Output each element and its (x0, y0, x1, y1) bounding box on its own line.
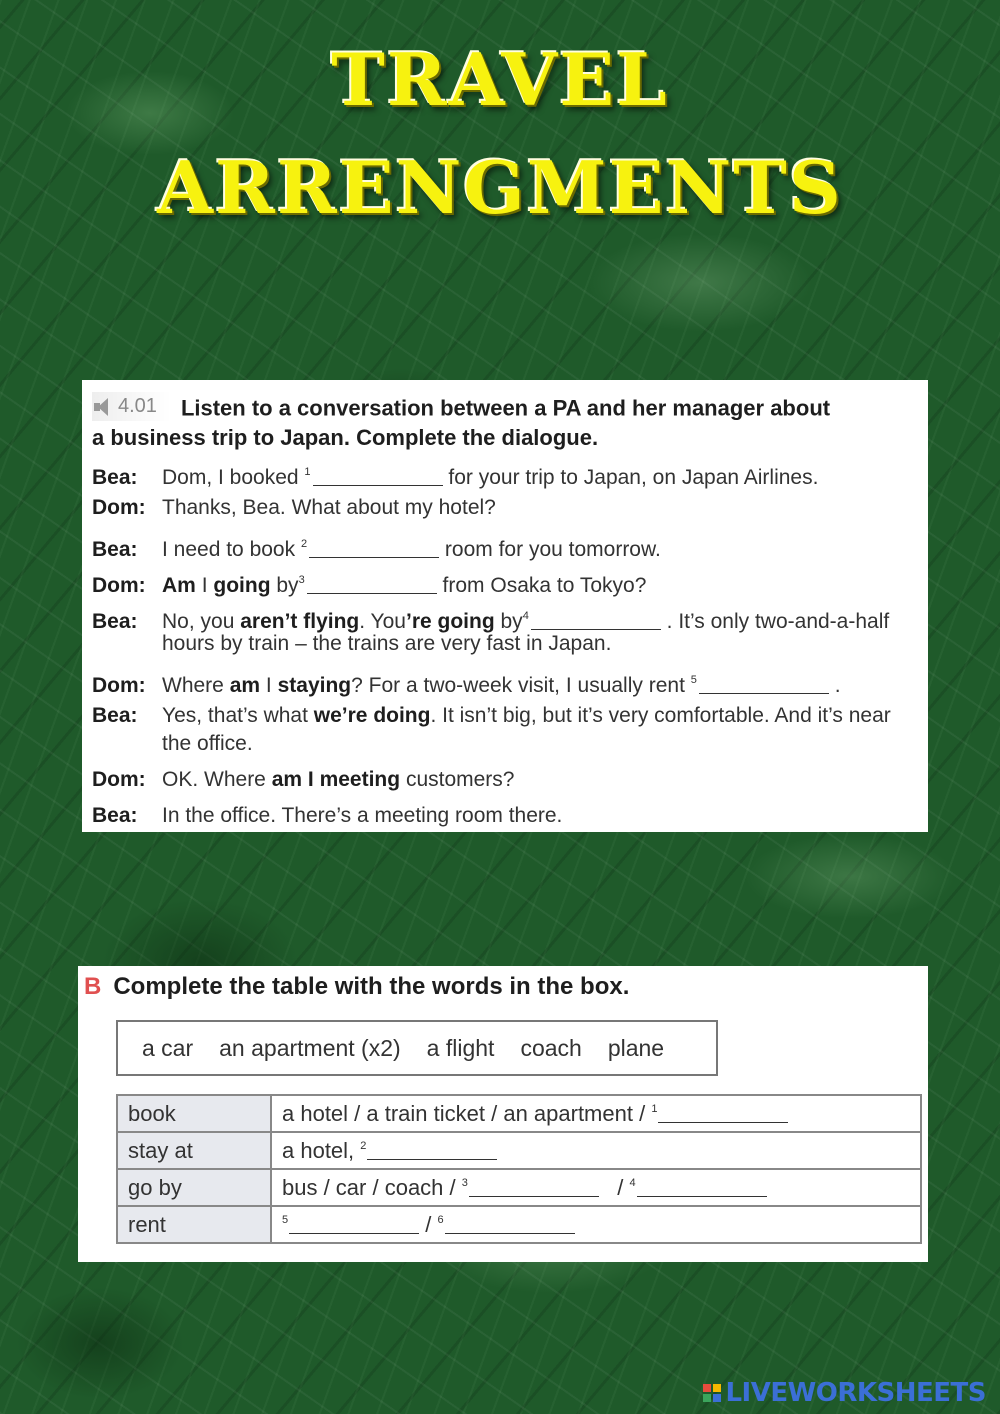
dialogue-line-2 (92, 494, 496, 522)
title-line-1: TRAVEL (331, 37, 669, 122)
line-text: Where (162, 674, 224, 697)
speaker-label: Bea: (92, 538, 138, 561)
audio-track[interactable] (92, 392, 171, 421)
bold-text: am (229, 674, 261, 697)
word-item[interactable]: plane (607, 1034, 665, 1061)
line-text: OK. Where (162, 768, 266, 791)
speaker-icon[interactable] (94, 398, 114, 416)
bold-text: we’re doing (313, 704, 431, 727)
bold-text: ’re going (405, 610, 495, 633)
line-text: from Osaka to Tokyo? (442, 574, 647, 597)
logo-text: LIVEWORKSHEETS (725, 1378, 986, 1408)
speaker-label: Bea: (92, 804, 138, 827)
line-text: No, you (162, 610, 235, 633)
heading-text: Complete the table with the words in the box. (113, 973, 630, 1000)
blank-number: 1 (651, 1102, 658, 1115)
speaker-label: Dom: (92, 496, 146, 519)
line-text: In the office. There’s a meeting room there. (162, 804, 563, 827)
blank-number: 1 (304, 466, 311, 478)
logo-icon (703, 1384, 721, 1402)
table-key: stay at (117, 1132, 271, 1169)
line-text: by (276, 574, 299, 597)
table-key: book (117, 1095, 271, 1132)
line-text: Thanks, Bea. What about my hotel? (162, 496, 496, 519)
dialogue-heading (92, 392, 922, 452)
line-text: . (834, 674, 841, 697)
line-text: . It’s only two-and-a-half (666, 610, 890, 633)
dialogue-line-1 (92, 458, 818, 492)
table-blank-5[interactable] (289, 1215, 419, 1234)
blank-number: 4 (522, 610, 529, 622)
bold-text: going (213, 574, 271, 597)
dialogue-line-6 (92, 666, 841, 700)
line-text: . You (359, 610, 406, 633)
dialogue-line-9 (92, 802, 562, 830)
blank-number: 3 (461, 1176, 468, 1189)
heading-line-2: a business trip to Japan. Complete the dialogue. (92, 424, 599, 450)
table-panel (78, 966, 928, 1262)
track-number: 4.01 (118, 395, 157, 417)
answer-blank-2[interactable] (309, 539, 439, 558)
speaker-label: Bea: (92, 610, 138, 633)
section-letter: B (84, 973, 102, 1000)
blank-number: 6 (437, 1213, 444, 1226)
blank-number: 2 (300, 538, 308, 550)
line-text: customers? (405, 768, 515, 791)
cell-text: bus / car / coach / (282, 1174, 456, 1200)
word-item[interactable]: a car (142, 1034, 194, 1061)
line-text: Yes, that’s what (162, 704, 308, 727)
line-text: I need to book (162, 538, 296, 561)
word-item[interactable]: a flight (426, 1034, 495, 1061)
table-heading (84, 972, 629, 1002)
table-blank-2[interactable] (367, 1141, 497, 1160)
blank-number: 5 (690, 674, 697, 686)
line-text: for your trip to Japan, on Japan Airlines. (448, 466, 819, 489)
table-blank-1[interactable] (658, 1104, 788, 1123)
table-value (271, 1169, 921, 1206)
title-line-2: ARRENGMENTS (157, 145, 843, 230)
bold-text: staying (277, 674, 352, 697)
heading-line-1: Listen to a conversation between a PA and her manager about (180, 395, 831, 421)
table-value (271, 1206, 921, 1243)
table-value (271, 1095, 921, 1132)
answer-blank-4[interactable] (531, 611, 661, 630)
speaker-label: Bea: (92, 704, 138, 727)
cell-text: a hotel, (282, 1137, 355, 1163)
dialogue-line-5-cont: hours by train – the trains are very fast in Japan. (162, 632, 612, 655)
dialogue-line-7 (92, 702, 891, 730)
answer-blank-1[interactable] (313, 467, 443, 486)
blank-number: 5 (282, 1213, 289, 1226)
word-item[interactable]: coach (520, 1034, 582, 1061)
line-text: . It isn’t big, but it’s very comfortable. And it’s near (430, 704, 891, 727)
table-key: rent (117, 1206, 271, 1243)
dialogue-line-8 (92, 766, 514, 794)
table-blank-4[interactable] (637, 1178, 767, 1197)
line-text: I (265, 674, 272, 697)
speaker-label: Dom: (92, 674, 146, 697)
table-row (117, 1132, 921, 1169)
line-text: ? For a two-week visit, I usually rent (351, 674, 685, 697)
table-row (117, 1095, 921, 1132)
word-box (116, 1020, 718, 1076)
line-text: room for you tomorrow. (444, 538, 661, 561)
line-text: I (201, 574, 208, 597)
table-blank-3[interactable] (469, 1178, 599, 1197)
bold-text: Am (162, 574, 196, 597)
table-key: go by (117, 1169, 271, 1206)
blank-number: 3 (298, 574, 305, 586)
table-row (117, 1169, 921, 1206)
blank-number: 2 (360, 1139, 367, 1152)
table-blank-6[interactable] (445, 1215, 575, 1234)
word-item[interactable]: an apartment (x2) (219, 1034, 401, 1061)
line-text: by (500, 610, 523, 633)
liveworksheets-logo[interactable] (703, 1378, 986, 1408)
table-row (117, 1206, 921, 1243)
answer-blank-5[interactable] (699, 675, 829, 694)
speaker-label: Dom: (92, 574, 146, 597)
speaker-label: Dom: (92, 768, 146, 791)
dialogue-line-3 (92, 530, 661, 564)
separator: / (617, 1174, 624, 1200)
bold-text: am I meeting (271, 768, 401, 791)
dialogue-panel (82, 380, 928, 832)
table-value (271, 1132, 921, 1169)
speaker-label: Bea: (92, 466, 138, 489)
line-text: Dom, I booked (162, 466, 299, 489)
bold-text: aren’t flying (240, 610, 360, 633)
blank-number: 4 (629, 1176, 636, 1189)
dialogue-line-7-cont: the office. (162, 732, 253, 755)
cell-text: a hotel / a train ticket / an apartment / (282, 1100, 646, 1126)
separator: / (425, 1211, 432, 1237)
answer-blank-3[interactable] (307, 575, 437, 594)
dialogue-line-4 (92, 566, 646, 600)
collocation-table (116, 1094, 922, 1244)
